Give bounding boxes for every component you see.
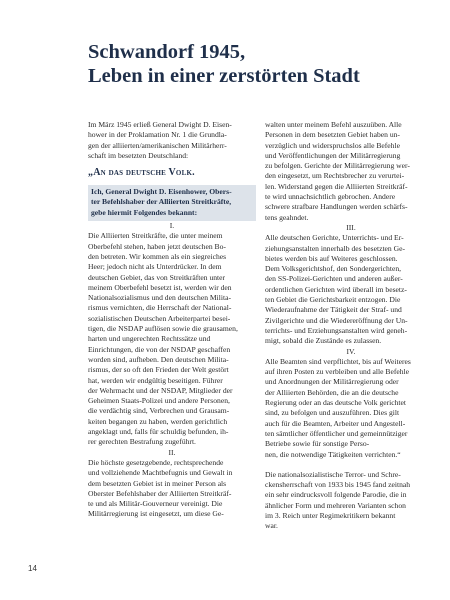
- text-line: im 3. Reich unter Regimekritikern bekannt: [265, 510, 396, 520]
- text-line: Militärregierung ist eingesetzt, um diese Ge-: [88, 509, 224, 519]
- text-line: bietes werden bis auf Weiteres geschlossen.: [265, 253, 398, 263]
- text-line: Regierung oder an das deutsche Volk gerichtet: [265, 398, 407, 408]
- right-column: [265, 120, 437, 532]
- text-line: auf ihren Posten zu verbleiben und alle Befehle: [265, 367, 410, 377]
- closing-paragraph: [265, 470, 437, 532]
- section-2-paragraph: [88, 458, 256, 520]
- text-line: Ich, General Dwight D. Eisenhower, Obers-: [91, 187, 232, 197]
- text-line: sozialistischen Deutschen Arbeiterpartei besei-: [88, 313, 231, 323]
- text-line: verzüglich und widerspruchslos alle Befehle: [265, 140, 400, 150]
- text-line: Dem Volksgerichtshof, den Sondergerichten,: [265, 264, 402, 274]
- text-line: Die nationalsozialistische Terror- und Schre-: [265, 469, 401, 479]
- text-line: Oberbefehl stehen, haben jetzt deutschen Bo-: [88, 241, 226, 251]
- text-line: deutschen Gebiet, das von Streitkräften unter: [88, 272, 226, 282]
- text-line: harten und ungerechten Rechtssätze und: [88, 334, 211, 344]
- text-line: Geheimen Staats-Polizei und andere Personen,: [88, 396, 230, 406]
- text-line: und Veröffentlichungen der Militärregierung: [265, 150, 401, 160]
- text-line: gebe hiermit Folgendes bekannt:: [91, 207, 198, 217]
- text-line: den betreten. Wir kommen als ein siegreiches: [88, 251, 227, 261]
- text-line: Die höchste gesetzgebende, rechtsprechende: [88, 457, 224, 467]
- text-line: Betriebe sowie für sonstige Perso-: [265, 439, 370, 449]
- text-line: den SS-Polizei-Gerichten und anderen außer-: [265, 274, 403, 284]
- text-line: ein sehr eindrucksvoll folgende Parodie, die in: [265, 490, 407, 500]
- quote-heading: „An das deutsche Volk.: [88, 167, 195, 179]
- text-line: Im März 1945 erließ General Dwight D. Eisen-: [88, 120, 232, 129]
- text-line: walten unter meinem Befehl auszuüben. Alle: [265, 120, 402, 129]
- text-line: ter Befehlshaber der Alliierten Streitkräfte,: [91, 197, 232, 207]
- text-line: und vollziehende Machtbefugnis und Gewalt in: [88, 468, 233, 478]
- text-line: gen der alliierten/amerikanischen Militärherr-: [88, 140, 227, 150]
- title-line-2: Leben in einer zerstörten Stadt: [88, 65, 360, 87]
- text-line: ckensherrschaft von 1933 bis 1945 fand zeitnah: [265, 480, 411, 490]
- text-line: den eingesetzt, um Rechtsbrecher zu verurtei-: [265, 171, 405, 181]
- text-line: meinem Oberbefehl besetzt ist, werden wir den: [88, 282, 232, 292]
- left-column: [88, 120, 256, 520]
- text-line: angeklagt und, falls für schuldig befunden, ih-: [88, 427, 229, 437]
- section-1-paragraph: [88, 231, 256, 447]
- text-line: Alle Beamten sind verpflichtet, bis auf Weiteres: [265, 356, 411, 366]
- text-line: rismus, der so oft den Frieden der Welt gestört: [88, 365, 229, 375]
- text-line: ten Gebiet die Gerichtsbarkeit entzogen. Die: [265, 295, 401, 305]
- text-line: Nationalsozialismus und den deutschen Milita-: [88, 293, 231, 303]
- title-line-1: Schwandorf 1945,: [88, 41, 246, 63]
- page-number: 14: [28, 564, 37, 573]
- text-line: Alle deutschen Gerichte, Unterrichts- und Er-: [265, 233, 404, 243]
- text-line: die verdächtig sind, Verbrechen und Grausam-: [88, 406, 230, 416]
- section-3-paragraph: [265, 233, 437, 346]
- text-line: te und als Militär-Gouverneur vereinigt. Die: [88, 499, 223, 509]
- text-line: hat, werden wir endgültig beseitigen. Führer: [88, 375, 223, 385]
- page-title: [88, 40, 418, 88]
- section-2-continued-paragraph: [265, 120, 437, 223]
- text-line: war.: [265, 521, 278, 531]
- intro-paragraph: [88, 120, 256, 161]
- section-number-2: II.: [168, 447, 176, 457]
- text-line: der Wehrmacht und der NSDAP, Mitglieder der: [88, 385, 233, 395]
- text-line: auch für die Beamten, Arbeiter und Angestell-: [265, 418, 406, 428]
- text-line: Die Alliierten Streitkräfte, die unter meinem: [88, 231, 223, 241]
- text-line: keiten begangen zu haben, werden gerichtlich: [88, 416, 228, 426]
- text-line: worden sind, aufheben. Den deutschen Milita-: [88, 354, 229, 364]
- text-line: ordentlichen Gerichten wird überall im besetz-: [265, 284, 407, 294]
- text-line: Einrichtungen, die von der NSDAP geschaffen: [88, 344, 231, 354]
- text-line: len. Widerstand gegen die Alliierten Streitkräf-: [265, 181, 408, 191]
- text-line: rer gerechten Bestrafung zugeführt.: [88, 437, 196, 447]
- text-line: der Alliierten Behörden, die an die deutsche: [265, 387, 399, 397]
- text-line: dem besetzten Gebiet ist in meiner Person als: [88, 478, 227, 488]
- text-line: Wiederaufnahme der Tätigkeit der Straf- und: [265, 305, 402, 315]
- section-number-3: III.: [346, 222, 356, 232]
- proclamation-heading-box: [88, 185, 256, 221]
- text-line: schaft im besetzten Deutschland:: [88, 150, 189, 160]
- text-line: schwere strafbare Handlungen werden schärfs-: [265, 202, 408, 212]
- text-line: und Anordnungen der Militärregierung oder: [265, 377, 399, 387]
- text-line: rismus vernichten, die Herrschaft der National-: [88, 303, 232, 313]
- text-line: Oberster Befehlshaber der Alliierten Streitkräf-: [88, 488, 232, 498]
- section-4-paragraph: [265, 357, 437, 460]
- text-line: zu befolgen. Gerichte der Militärregierung wer-: [265, 161, 410, 171]
- text-line: ziehungsanstalten innerhalb des besetzten Ge-: [265, 243, 406, 253]
- text-line: tigen, die NSDAP auflösen sowie die grausamen,: [88, 324, 238, 334]
- text-line: tens geahndet.: [265, 212, 309, 222]
- text-line: nen, die notwendige Tätigkeiten verrichten.“: [265, 449, 401, 459]
- text-line: Zivilgerichte und die Wiedereröffnung der Un-: [265, 315, 408, 325]
- text-line: te wird unnachsichtlich gebrochen. Andere: [265, 192, 396, 202]
- text-line: ähnlicher Form und mehreren Varianten schon: [265, 500, 406, 510]
- text-line: hower in der Proklamation Nr. 1 die Grundla-: [88, 130, 227, 140]
- text-line: Heer; jedoch nicht als Unterdrücker. In dem: [88, 262, 222, 272]
- section-number-4: IV.: [346, 346, 356, 356]
- text-line: migt, sobald die Zustände es zulassen.: [265, 336, 382, 346]
- section-number-1: I.: [169, 221, 175, 231]
- text-line: ten sämtlicher öffentlicher und gemeinnütziger: [265, 428, 408, 438]
- text-line: Personen in dem besetzten Gebiet haben un-: [265, 130, 400, 140]
- text-line: sind, zu befolgen und auszuführen. Dies gilt: [265, 408, 400, 418]
- text-line: terrichts- und Erziehungsanstalten wird geneh-: [265, 325, 408, 335]
